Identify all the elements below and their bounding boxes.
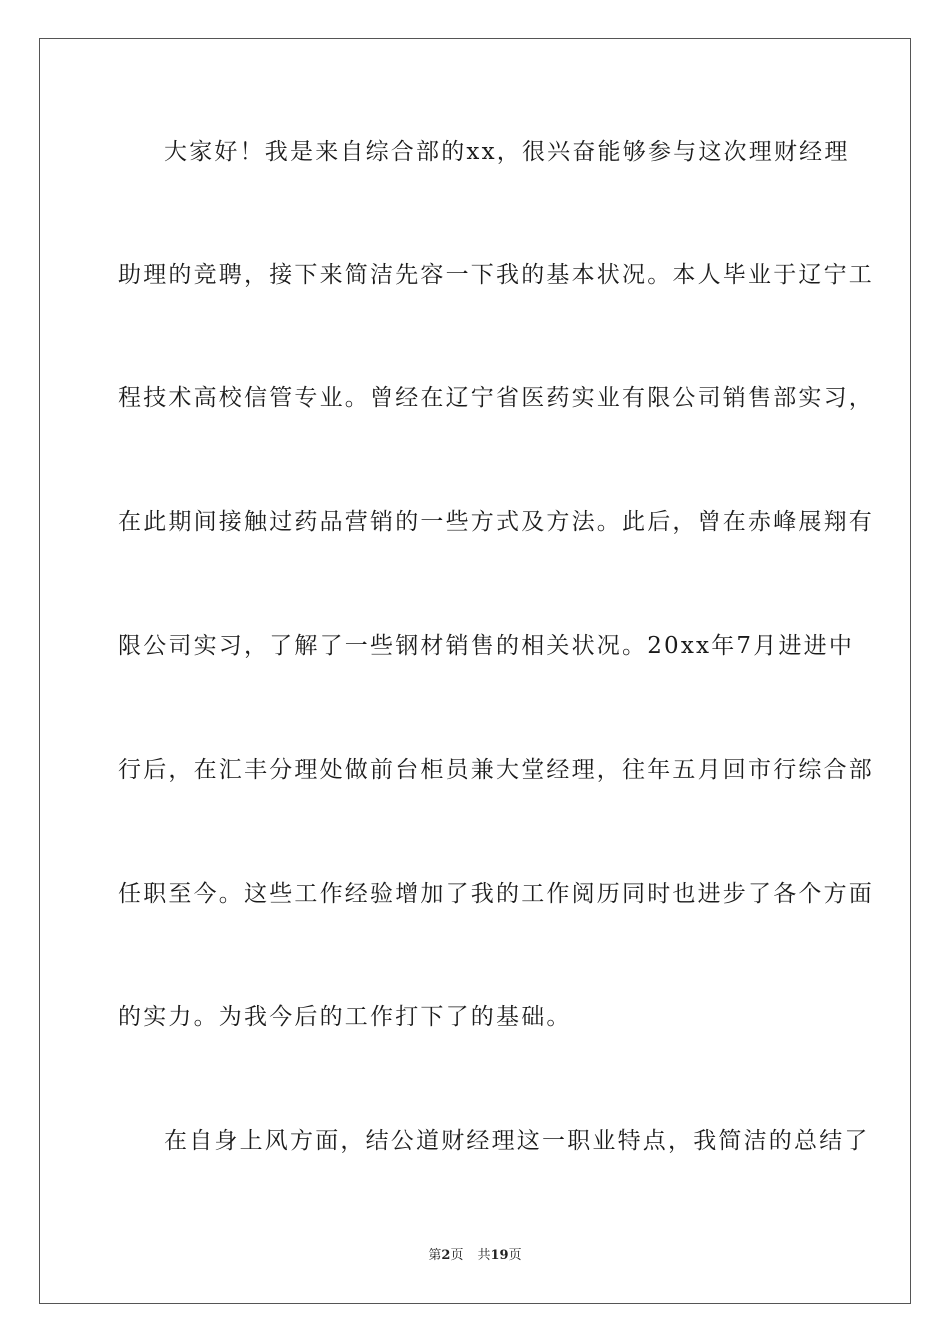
paragraph-line: 任职至今。这些工作经验增加了我的工作阅历同时也进步了各个方面 bbox=[118, 881, 874, 907]
total-prefix: 共 bbox=[477, 1248, 491, 1263]
paragraph-line: 在此期间接触过药品营销的一些方式及方法。此后，曾在赤峰展翔有 bbox=[118, 509, 874, 535]
paragraph-line: 行后，在汇丰分理处做前台柜员兼大堂经理，往年五月回市行综合部 bbox=[118, 757, 874, 783]
page-prefix: 第 bbox=[428, 1248, 442, 1263]
total-suffix: 页 bbox=[508, 1248, 522, 1263]
paragraph-line: 程技术高校信管专业。曾经在辽宁省医药实业有限公司销售部实习， bbox=[118, 385, 874, 411]
paragraph-line: 助理的竞聘，接下来简洁先容一下我的基本状况。本人毕业于辽宁工 bbox=[118, 262, 874, 288]
total-pages: 19 bbox=[490, 1248, 509, 1263]
paragraph-line: 的实力。为我今后的工作打下了的基础。 bbox=[118, 1004, 572, 1030]
paragraph-line: 在自身上风方面，结公道财经理这一职业特点，我简洁的总结了 bbox=[164, 1128, 870, 1154]
paragraph-line: 限公司实习，了解了一些钢材销售的相关状况。20xx年7月进进中 bbox=[118, 633, 855, 659]
paragraph-line: 大家好！我是来自综合部的xx，很兴奋能够参与这次理财经理 bbox=[164, 139, 850, 165]
page-suffix: 页 bbox=[450, 1248, 464, 1263]
page-border bbox=[39, 38, 911, 1304]
page-number-footer bbox=[0, 1247, 950, 1265]
current-page: 2 bbox=[441, 1248, 451, 1263]
